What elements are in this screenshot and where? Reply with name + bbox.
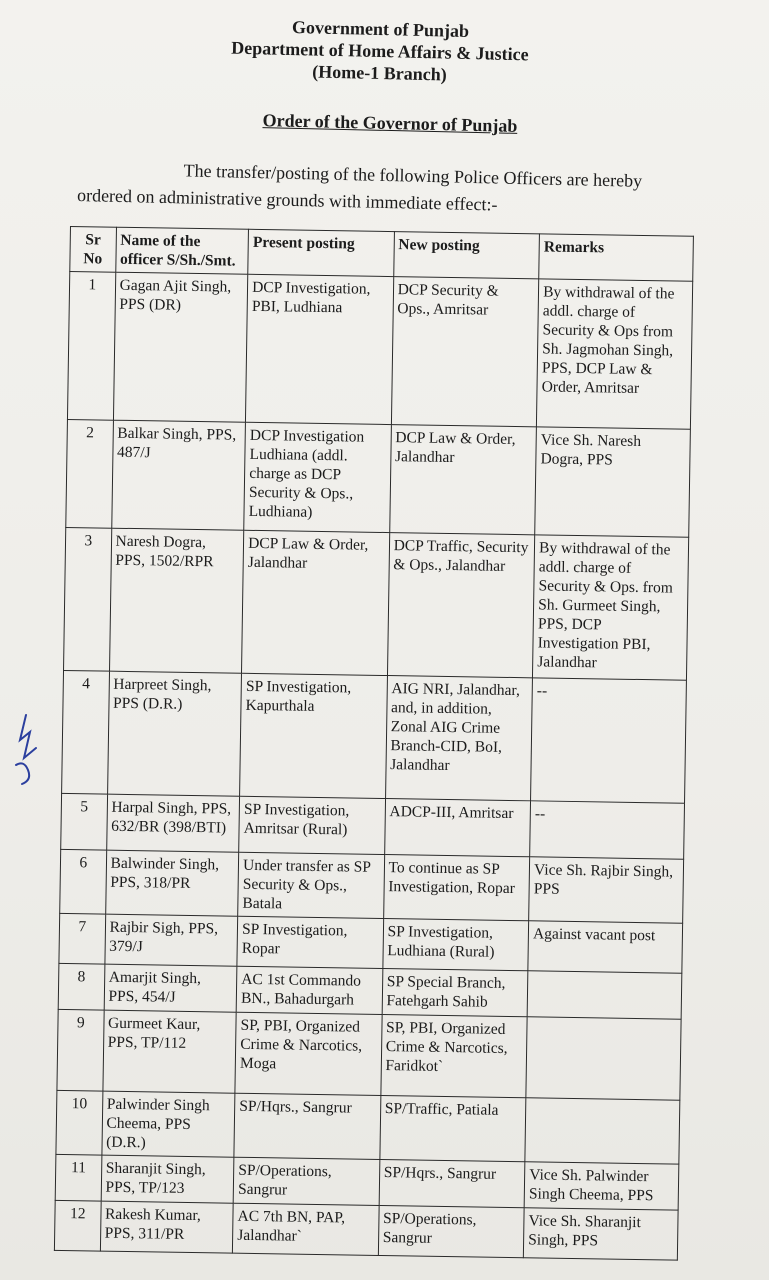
cell-remarks: Vice Sh. Palwinder Singh Cheema, PPS (524, 1162, 679, 1210)
cell-present: SP Investigation, Kapurthala (240, 673, 387, 798)
table-row (56, 1090, 680, 1164)
cell-remarks: Vice Sh. Sharanjit Singh, PPS (523, 1208, 678, 1260)
cell-sr: 5 (61, 793, 107, 850)
cell-remarks (525, 1098, 680, 1164)
cell-remarks: By withdrawal of the addl. charge of Security & Ops from Sh. Jagmohan Singh, PPS, DCP Law & Order, Amritsar (537, 279, 693, 429)
cell-sr: 10 (56, 1090, 103, 1155)
cell-new: DCP Security & Ops., Amritsar (391, 277, 539, 427)
cell-sr: 2 (66, 419, 113, 528)
cell-new: SP/Traffic, Patiala (380, 1095, 526, 1161)
header-government: Government of Punjab (291, 17, 470, 42)
cell-remarks: By withdrawal of the addl. charge of Security & Ops. from Sh. Gurmeet Singh, PPS, DCP Investigation PBI, Jalandhar (533, 535, 689, 680)
col-header-present: Present posting (248, 229, 394, 276)
cell-name: Harpreet Singh, PPS (D.R.) (107, 671, 241, 796)
cell-sr: 8 (58, 963, 104, 1010)
cell-name: Naresh Dogra, PPS, 1502/RPR (109, 528, 244, 673)
cell-present: DCP Investigation Ludhiana (addl. charge as DCP Security & Ops., Ludhiana) (244, 422, 391, 532)
cell-present: AC 7th BN, PAP, Jalandhar` (233, 1203, 379, 1255)
cell-new: SP/Operations, Sangrur (378, 1205, 524, 1257)
table-row (64, 527, 689, 680)
intro-paragraph (77, 155, 698, 223)
cell-name: Gagan Ajit Singh, PPS (DR) (113, 272, 248, 422)
cell-name: Balwinder Singh, PPS, 318/PR (105, 850, 239, 916)
intro-line-2: ordered on administrative grounds with immediate effect:- (76, 184, 498, 215)
cell-sr: 7 (59, 913, 105, 964)
table-row (62, 670, 687, 803)
cell-remarks: -- (531, 678, 687, 803)
cell-remarks: Against vacant post (528, 921, 683, 973)
cell-new: SP/Hqrs., Sangrur (379, 1159, 525, 1207)
cell-new: To continue as SP Investigation, Ropar (383, 855, 529, 921)
postings-table (54, 226, 694, 1261)
col-header-new: New posting (393, 232, 539, 279)
cell-remarks: -- (530, 801, 685, 859)
cell-name: Amarjit Singh, PPS, 454/J (104, 964, 237, 1012)
cell-sr: 6 (60, 849, 107, 914)
cell-remarks: Vice Sh. Rajbir Singh, PPS (529, 857, 684, 923)
table-row (60, 849, 684, 923)
cell-name: Gurmeet Kaur, PPS, TP/112 (102, 1010, 236, 1093)
cell-name: Sharanjit Singh, PPS, TP/123 (101, 1155, 234, 1203)
order-title: Order of the Governor of Punjab (262, 110, 518, 136)
cell-name: Balkar Singh, PPS, 487/J (111, 420, 245, 530)
cell-name: Harpal Singh, PPS, 632/BR (398/BTI) (106, 794, 239, 852)
cell-sr: 9 (57, 1009, 104, 1091)
cell-sr: 11 (55, 1154, 101, 1201)
cell-present: SP Investigation, Ropar (237, 916, 383, 968)
cell-name: Rakesh Kumar, PPS, 311/PR (100, 1201, 233, 1253)
table-row (57, 1009, 681, 1100)
handwritten-initials (6, 710, 46, 790)
cell-sr: 4 (62, 670, 109, 794)
postings-table-wrapper (54, 226, 698, 1261)
cell-present: SP, PBI, Organized Crime & Narcotics, Moga (235, 1012, 382, 1095)
table-row (66, 419, 691, 537)
cell-remarks (526, 1017, 681, 1100)
cell-sr: 1 (67, 272, 115, 421)
cell-present: DCP Law & Order, Jalandhar (242, 530, 390, 675)
cell-sr: 3 (64, 527, 112, 671)
cell-remarks (527, 971, 682, 1019)
cell-new: SP Investigation, Ludhiana (Rural) (383, 919, 529, 971)
header-branch: (Home-1 Branch) (312, 61, 447, 85)
cell-new: DCP Law & Order, Jalandhar (389, 425, 536, 535)
col-header-remarks: Remarks (539, 234, 694, 281)
cell-present: SP/Hqrs., Sangrur (234, 1093, 380, 1159)
cell-new: SP Special Branch, Fatehgarh Sahib (382, 969, 528, 1017)
table-row (54, 1200, 678, 1260)
cell-new: DCP Traffic, Security & Ops., Jalandhar (387, 533, 535, 678)
cell-new: AIG NRI, Jalandhar, and, in addition, Zonal AIG Crime Branch-CID, BoI, Jalandhar (385, 676, 532, 801)
cell-present: AC 1st Commando BN., Bahadurgarh (236, 966, 382, 1014)
intro-line-1: The transfer/posting of the following Police Officers are hereby (183, 160, 643, 191)
table-row (61, 793, 685, 859)
cell-new: ADCP-III, Amritsar (384, 799, 530, 857)
cell-present: SP/Operations, Sangrur (233, 1157, 379, 1205)
cell-sr: 12 (54, 1200, 100, 1251)
cell-present: SP Investigation, Amritsar (Rural) (239, 796, 385, 854)
header-department: Department of Home Affairs & Justice (231, 37, 529, 65)
cell-present: DCP Investigation, PBI, Ludhiana (246, 274, 394, 424)
cell-new: SP, PBI, Organized Crime & Narcotics, Faridkot` (381, 1014, 528, 1097)
cell-present: Under transfer as SP Security & Ops., Batala (238, 852, 384, 918)
table-row (67, 272, 692, 430)
cell-name: Rajbir Sigh, PPS, 379/J (104, 914, 237, 966)
col-header-sr: Sr No (70, 227, 116, 273)
cell-name: Palwinder Singh Cheema, PPS (D.R.) (101, 1091, 235, 1157)
col-header-name: Name of the officer S/Sh./Smt. (115, 227, 248, 274)
cell-remarks: Vice Sh. Naresh Dogra, PPS (535, 427, 691, 537)
document-header (199, 14, 560, 88)
